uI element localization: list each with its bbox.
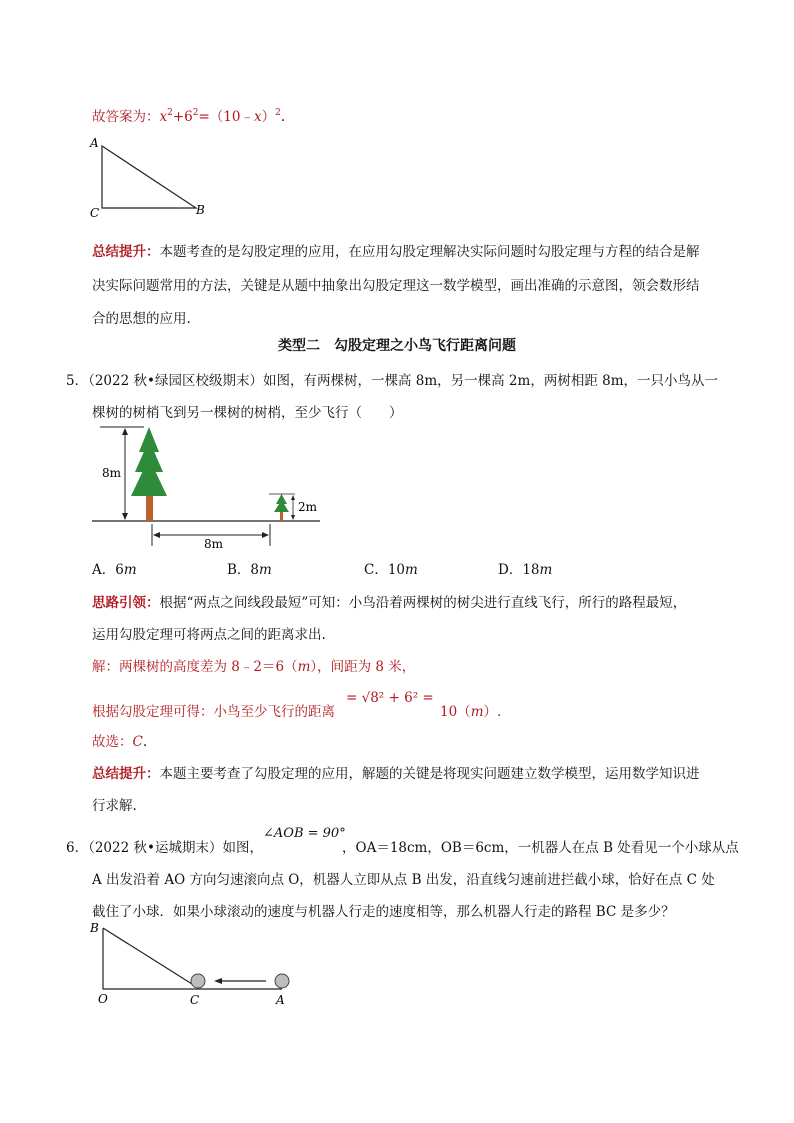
question-text: （2022 秋•绿园区校级期末）如图，有两棵树，一棵高 8m，另一棵高 2m，两树相距 8m，一只小鸟从一 bbox=[88, 373, 718, 389]
summary-text: 本题考查的是勾股定理的应用，在应用勾股定理解决实际问题时勾股定理与方程的结合是解 bbox=[159, 244, 700, 260]
solution-text: ），间距为 8 米， bbox=[310, 659, 416, 675]
question-number: 5． bbox=[66, 373, 89, 389]
arrow-head-up bbox=[122, 428, 128, 435]
result-value: 10（ bbox=[440, 704, 471, 720]
summary-4-line-2: 决实际问题常用的方法，关键是从题中抽象出勾股定理这一数学模型，画出准确的示意图，领会数形结 bbox=[92, 278, 700, 294]
solution-label: 解： bbox=[92, 659, 119, 675]
unit-m: m bbox=[297, 659, 311, 675]
point-o-label: O bbox=[98, 992, 108, 1006]
short-tree-icon bbox=[274, 494, 289, 521]
point-b-label: B bbox=[90, 921, 99, 935]
period: . bbox=[142, 734, 148, 750]
vertex-c-label: C bbox=[90, 206, 100, 220]
solution-text: 两棵树的高度差为 8﹣2＝6（ bbox=[119, 659, 298, 675]
hint-label: 思路引领： bbox=[92, 595, 160, 611]
solution-5-line-1 bbox=[92, 655, 415, 675]
term: ） bbox=[261, 109, 276, 125]
triangle-shape bbox=[102, 146, 196, 208]
solution-choice bbox=[92, 730, 147, 750]
var-x: x bbox=[159, 109, 168, 125]
section-title: 类型二 勾股定理之小鸟飞行距离问题 bbox=[278, 338, 516, 354]
summary-5-line-2: 行求解. bbox=[92, 798, 137, 814]
hint-5-line-2: 运用勾股定理可将两点之间的距离求出. bbox=[92, 627, 326, 643]
robot-ball-figure bbox=[86, 918, 306, 1010]
short-tree-height-label: 2m bbox=[298, 500, 318, 514]
tall-tree-icon bbox=[131, 427, 167, 521]
question-6-line-1 bbox=[66, 836, 263, 856]
vertex-a-label: A bbox=[90, 136, 99, 150]
robot-ball-svg bbox=[86, 918, 306, 1010]
answer-line-4 bbox=[92, 105, 285, 125]
angle-formula: ∠AOB = 90° bbox=[263, 826, 346, 841]
option-letter: A． bbox=[92, 562, 116, 578]
path-bc bbox=[103, 928, 192, 984]
summary-5-line-1 bbox=[92, 762, 700, 782]
option-value: 8 bbox=[250, 562, 260, 578]
question-text: （2022 秋•运城期末）如图， bbox=[88, 840, 263, 856]
question-6-line-2: A 出发沿着 AO 方向匀速滚向点 O，机器人立即从点 B 出发，沿直线匀速前进拦截小球，恰好在点 C 处 bbox=[92, 872, 715, 888]
summary-text: 本题主要考查了勾股定理的应用，解题的关键是将现实问题建立数学模型，运用数学知识进 bbox=[159, 766, 700, 782]
option-unit: m bbox=[123, 562, 137, 578]
hint-5-line-1 bbox=[92, 591, 686, 611]
option-letter: C． bbox=[364, 562, 388, 578]
point-c-label: C bbox=[190, 993, 200, 1007]
question-6-line-1-cont: ，OA＝18cm，OB＝6cm，一机器人在点 B 处看见一个小球从点 bbox=[342, 840, 739, 856]
summary-4-line-3: 合的思想的应用. bbox=[92, 311, 191, 327]
term: +6 bbox=[172, 109, 193, 125]
summary-4-line-1 bbox=[92, 240, 700, 260]
answer-prefix: 故答案为： bbox=[92, 109, 160, 125]
unit-m: m bbox=[470, 704, 484, 720]
triangle-svg bbox=[86, 134, 216, 224]
option-unit: m bbox=[539, 562, 553, 578]
trees-figure bbox=[88, 420, 328, 552]
var-x: x bbox=[254, 109, 262, 125]
arrow-head-up bbox=[291, 495, 295, 500]
result-end: ）. bbox=[483, 704, 502, 720]
question-number: 6． bbox=[66, 840, 89, 856]
triangle-figure bbox=[86, 134, 216, 224]
solution-text: 根据勾股定理可得：小鸟至少飞行的距离 bbox=[92, 704, 335, 720]
vertex-b-label: B bbox=[196, 203, 205, 217]
distance-formula: = √8² + 6² = bbox=[346, 690, 434, 706]
arrow-head-right bbox=[262, 532, 269, 538]
arrow-head-down bbox=[122, 513, 128, 520]
option-letter: B． bbox=[227, 562, 251, 578]
summary-label: 总结提升： bbox=[92, 244, 160, 260]
exponent: 2 bbox=[275, 108, 281, 118]
option-b[interactable] bbox=[227, 558, 272, 578]
choice-label: 故选： bbox=[92, 734, 133, 750]
point-a-label: A bbox=[276, 993, 285, 1007]
option-d[interactable] bbox=[498, 558, 552, 578]
option-a[interactable] bbox=[92, 558, 137, 578]
exponent: 2 bbox=[192, 108, 199, 118]
summary-label: 总结提升： bbox=[92, 766, 160, 782]
solution-5-line-2 bbox=[92, 700, 335, 720]
solution-result bbox=[440, 700, 501, 720]
option-unit: m bbox=[405, 562, 418, 578]
tall-tree-height-label: 8m bbox=[102, 466, 122, 480]
distance-label: 8m bbox=[204, 537, 224, 551]
period: . bbox=[280, 109, 286, 125]
arrow-head-left bbox=[153, 532, 160, 538]
question-5-line-2: 棵树的树梢飞到另一棵树的树梢，至少飞行（ ） bbox=[92, 405, 403, 421]
option-value: 18 bbox=[522, 562, 540, 578]
question-5-line-1 bbox=[66, 369, 718, 389]
option-c[interactable] bbox=[364, 558, 418, 578]
hint-text: 根据“两点之间线段最短”可知：小鸟沿着两棵树的树尖进行直线飞行，所行的路程最短， bbox=[159, 595, 687, 611]
trees-svg bbox=[88, 420, 328, 552]
question-6-line-3: 截住了小球．如果小球滚动的速度与机器人行走的速度相等，那么机器人行走的路程 BC 是多少？ bbox=[92, 904, 675, 920]
option-unit: m bbox=[259, 562, 272, 578]
option-letter: D． bbox=[498, 562, 523, 578]
arrow-head-left bbox=[214, 978, 222, 984]
arrow-head-down bbox=[291, 515, 295, 520]
choice-letter: C bbox=[132, 734, 143, 750]
exponent: 2 bbox=[167, 108, 173, 118]
term: =（10﹣ bbox=[198, 109, 254, 125]
option-value: 6 bbox=[115, 562, 124, 578]
option-value: 10 bbox=[387, 562, 406, 578]
ball-at-a-icon bbox=[275, 974, 289, 988]
ball-at-c-icon bbox=[191, 974, 205, 988]
